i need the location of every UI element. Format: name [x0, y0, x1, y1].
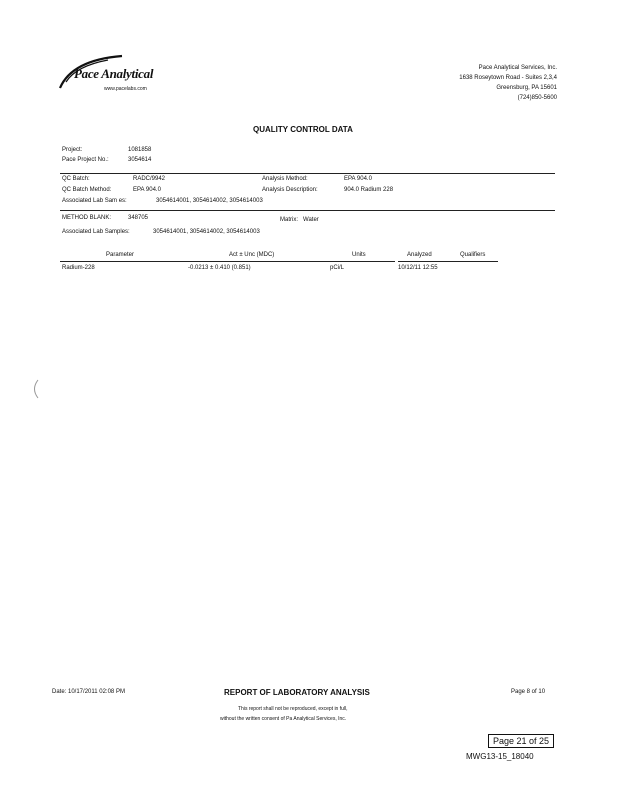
cell-units: pCi/L	[330, 265, 345, 271]
pace-project-value: 3054614	[128, 157, 152, 163]
project-value: 1081858	[128, 147, 152, 153]
logo-url: www.pacelabs.com	[104, 86, 147, 92]
mb-associated-lab-samples-label: Associated Lab Samples:	[62, 229, 130, 235]
col-header-parameter: Parameter	[106, 252, 135, 258]
qc-batch-value: RADC/9942	[133, 176, 166, 182]
analysis-method-label: Analysis Method:	[262, 176, 308, 182]
analysis-description-label: Analysis Description:	[262, 187, 318, 193]
phone-number: (724)850-5600	[517, 95, 557, 101]
address-line-2: Greensburg, PA 15601	[496, 85, 557, 91]
document-id: MWG13-15_18040	[466, 752, 534, 761]
company-name: Pace Analytical Services, Inc.	[478, 65, 557, 71]
col-header-qualifiers: Qualifiers	[460, 252, 486, 258]
page-stamp-text: Page 21 of 25	[493, 736, 550, 746]
col-header-units: Units	[352, 252, 366, 258]
matrix-label: Matrix:	[280, 217, 298, 223]
mb-associated-lab-samples-value: 3054614001, 3054614002, 3054614003	[153, 229, 260, 235]
cell-analyzed: 10/12/11 12:55	[398, 265, 438, 271]
col-header-result: Act ± Unc (MDC)	[229, 252, 275, 258]
scan-mark-icon	[30, 378, 40, 400]
page-number: Page 8 of 10	[511, 689, 546, 695]
qc-batch-method-label: QC Batch Method:	[62, 187, 112, 193]
method-blank-label: METHOD BLANK:	[62, 215, 112, 221]
project-label: Project:	[62, 147, 83, 153]
address-line-1: 1638 Roseytown Road - Suites 2,3,4	[459, 75, 557, 81]
table-header-rule	[60, 261, 395, 262]
col-header-analyzed: Analyzed	[407, 252, 432, 258]
report-notice-1: This report shall not be reproduced, except in full,	[238, 706, 348, 712]
table-header-rule	[398, 261, 498, 262]
divider	[60, 210, 555, 211]
report-date: Date: 10/17/2011 02:08 PM	[52, 689, 125, 695]
analysis-description-value: 904.0 Radium 228	[344, 187, 394, 193]
method-blank-value: 348705	[128, 215, 149, 221]
associated-lab-samples-value: 3054614001, 3054614002, 3054614003	[156, 198, 263, 204]
cell-result: -0.0213 ± 0.410 (0.851)	[188, 265, 251, 271]
report-notice-2: without the written consent of Pa Analytical Services, Inc.	[220, 716, 347, 722]
qc-batch-label: QC Batch:	[62, 176, 90, 182]
qc-batch-method-value: EPA 904.0	[133, 187, 161, 193]
page-title: QUALITY CONTROL DATA	[253, 125, 353, 134]
company-logo	[52, 52, 162, 96]
logo-text: Pace Analytical	[74, 66, 154, 81]
page-stamp	[488, 734, 554, 748]
company-address	[459, 63, 557, 103]
divider	[60, 173, 555, 174]
associated-lab-samples-label: Associated Lab Sam es:	[62, 198, 127, 204]
pace-project-label: Pace Project No.:	[62, 157, 109, 163]
cell-parameter: Radium-228	[62, 265, 95, 271]
report-title: REPORT OF LABORATORY ANALYSIS	[224, 688, 370, 697]
matrix-value: Water	[303, 217, 319, 223]
analysis-method-value: EPA 904.0	[344, 176, 372, 182]
